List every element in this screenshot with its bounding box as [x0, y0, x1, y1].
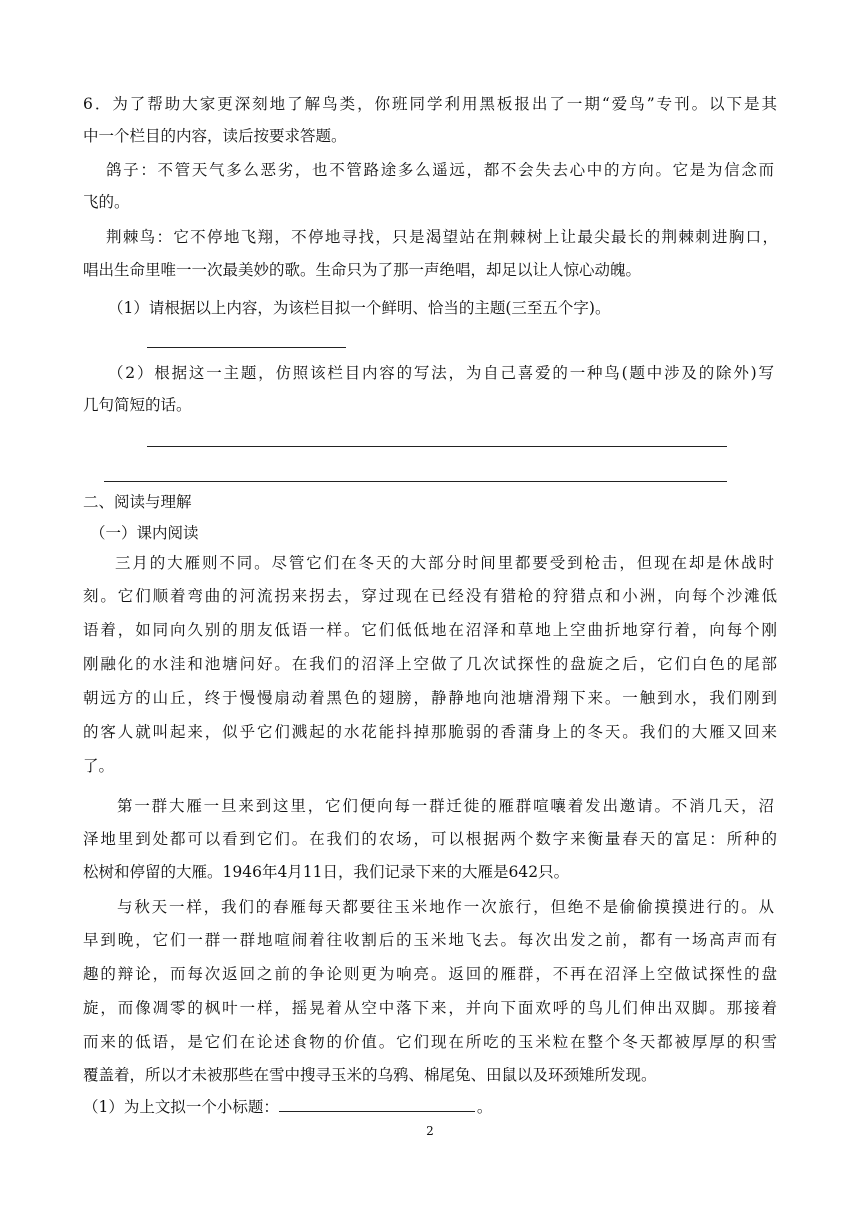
passage-p3-line-1: 与秋天一样，我们的春雁每天都要往玉米地作一次旅行，但绝不是偷偷摸摸进行的。从	[117, 898, 774, 916]
passage-p1-line-7: 了。	[83, 757, 115, 775]
section-sub-heading: （一）课内阅读	[90, 524, 199, 542]
q6-line-2: 中一个栏目的内容，读后按要求答题。	[83, 127, 347, 145]
answer-blank-line-1[interactable]	[147, 446, 727, 447]
passage-p3-line-6: 覆盖着，所以才未被那些在雪中搜寻玉米的乌鸦、棉尾兔、田鼠以及环颈雉所发现。	[83, 1066, 657, 1084]
answer-blank-theme[interactable]	[147, 347, 346, 348]
sub-question-2-line-2: 几句简短的话。	[83, 396, 192, 414]
thorn-bird-line-2: 唱出生命里唯一一次最美妙的歌。生命只为了那一声绝唱，却足以让人惊心动魄。	[83, 261, 642, 279]
answer-blank-line-2[interactable]	[104, 481, 727, 482]
answer-blank-subtitle[interactable]	[279, 1097, 475, 1112]
pigeon-line-2: 飞的。	[83, 193, 130, 211]
passage-p1-line-1: 三月的大雁则不同。尽管它们在冬天的大部分时间里都要受到枪击，但现在却是休战时	[115, 554, 774, 572]
thorn-bird-line-1: 荆棘鸟：它不停地飞翔，不停地寻找，只是渴望站在荆棘树上让最尖最长的荆棘刺进胸口，	[106, 228, 778, 246]
question-1	[83, 1096, 492, 1118]
passage-p2-line-2: 泽地里到处都可以看到它们。在我们的农场，可以根据两个数字来衡量春天的富足：所种的	[83, 830, 777, 848]
page-number: 2	[426, 1124, 434, 1138]
passage-p2-line-3: 松树和停留的大雁。1946年4月11日，我们记录下来的大雁是642只。	[83, 863, 570, 881]
passage-p1-line-3: 语着，如同向久别的朋友低语一样。它们低低地在沼泽和草地上空曲折地穿行着，向每个刚	[83, 621, 777, 639]
passage-p2-line-1: 第一群大雁一旦来到这里，它们便向每一群迁徙的雁群喧嚷着发出邀请。不消几天，沼	[117, 797, 774, 815]
passage-p1-line-5: 朝远方的山丘，终于慢慢扇动着黑色的翅膀，静静地向池塘滑翔下来。一触到水，我们刚到	[83, 689, 777, 707]
question-1-prefix: （1）为上文拟一个小标题：	[83, 1098, 279, 1116]
passage-p3-line-5: 而来的低语，是它们在论述食物的价值。它们现在所吃的玉米粒在整个冬天都被厚厚的积雪	[83, 1033, 777, 1051]
passage-p1-line-6: 的客人就叫起来，似乎它们溅起的水花能抖掉那脆弱的香蒲身上的冬天。我们的大雁又回来	[83, 723, 777, 741]
passage-p3-line-2: 早到晚，它们一群一群地喧闹着往收割后的玉米地飞去。每次出发之前，都有一场高声而有	[83, 931, 777, 949]
sub-question-1: （1）请根据以上内容，为该栏目拟一个鲜明、恰当的主题(三至五个字)。	[108, 299, 611, 317]
section-heading: 二、阅读与理解	[83, 493, 192, 511]
pigeon-line-1: 鸽子：不管天气多么恶劣，也不管路途多么遥远，都不会失去心中的方向。它是为信念而	[106, 161, 774, 179]
q6-line-1: 6．为了帮助大家更深刻地了解鸟类，你班同学利用黑板报出了一期“爱鸟”专刊。以下是其	[83, 95, 777, 113]
sub-question-2-line-1: （2）根据这一主题，仿照该栏目内容的写法，为自己喜爱的一种鸟(题中涉及的除外)写	[108, 364, 774, 382]
passage-p3-line-4: 旋，而像凋零的枫叶一样，摇晃着从空中落下来，并向下面欢呼的鸟儿们伸出双脚。那接着	[83, 999, 777, 1017]
passage-p1-line-2: 刻。它们顺着弯曲的河流拐来拐去，穿过现在已经没有猎枪的狩猎点和小洲，向每个沙滩低	[83, 587, 777, 605]
passage-p1-line-4: 刚融化的水洼和池塘问好。在我们的沼泽上空做了几次试探性的盘旋之后，它们白色的尾部	[83, 655, 777, 673]
question-1-suffix: 。	[476, 1098, 493, 1116]
passage-p3-line-3: 趣的辩论，而每次返回之前的争论则更为响亮。返回的雁群，不再在沼泽上空做试探性的盘	[83, 965, 777, 983]
